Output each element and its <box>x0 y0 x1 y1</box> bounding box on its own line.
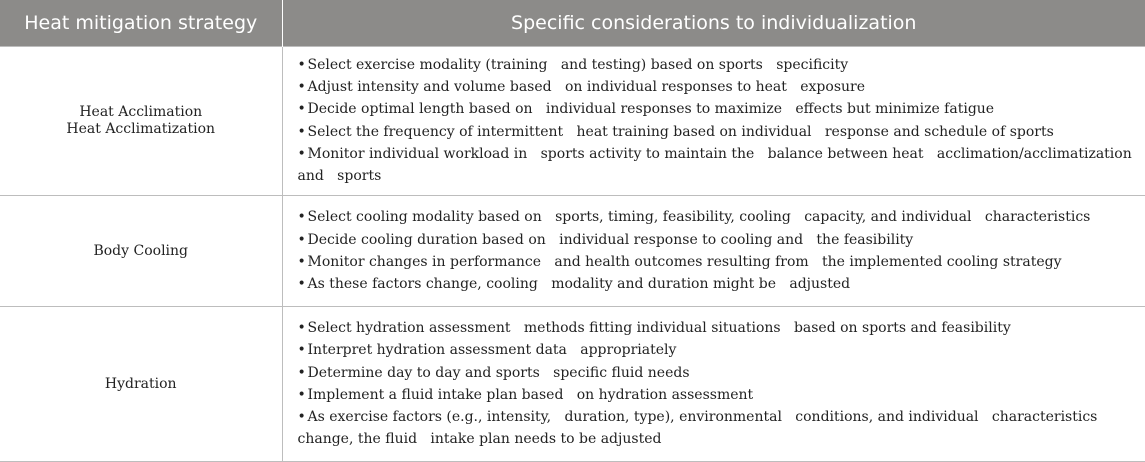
list-item <box>298 143 1140 187</box>
bullet-icon: • <box>297 145 306 162</box>
considerations-cell <box>282 307 1145 462</box>
strategy-label: Body Cooling <box>93 242 189 259</box>
bullet-icon: • <box>297 275 306 292</box>
consideration-text: As these factors change, cooling modality and duration might be adjusted <box>307 275 851 292</box>
table-row <box>0 196 1145 307</box>
bullet-icon: • <box>297 386 306 403</box>
consideration-text: Select the frequency of intermittent heat training based on individual response and schedule of sports <box>307 123 1054 140</box>
consideration-text: Select cooling modality based on sports, timing, feasibility, cooling capacity, and individual characteristics <box>307 209 1091 226</box>
consideration-text: Monitor individual workload in sports activity to maintain the balance between heat acclimation/acclimatization and sports <box>297 145 1137 185</box>
list-item <box>298 384 1140 406</box>
table-row <box>0 47 1145 196</box>
list-item <box>298 251 1140 273</box>
bullet-icon: • <box>297 408 306 425</box>
list-item <box>298 406 1140 450</box>
consideration-text: Adjust intensity and volume based on individual responses to heat exposure <box>307 79 865 96</box>
strategy-cell <box>0 196 282 307</box>
consideration-text: Decide optimal length based on individual responses to maximize effects but minimize fatigue <box>307 101 995 118</box>
list-item <box>298 362 1140 384</box>
list-item <box>298 317 1140 339</box>
consideration-text: Select hydration assessment methods fitting individual situations based on sports and feasibility <box>307 320 1011 337</box>
strategy-label: Heat Acclimatization <box>66 121 216 138</box>
header-considerations: Specific considerations to individualization <box>282 0 1145 47</box>
table-row <box>0 307 1145 462</box>
bullet-icon: • <box>297 101 306 118</box>
consideration-text: Determine day to day and sports specific fluid needs <box>307 364 690 381</box>
bullet-icon: • <box>297 57 306 73</box>
list-item <box>298 54 1140 76</box>
bullet-icon: • <box>297 320 306 337</box>
consideration-text: As exercise factors (e.g., intensity, duration, type), environmental conditions, and individual characteristics change, the fluid intake plan needs to be adjusted <box>297 408 1102 448</box>
considerations-cell <box>282 196 1145 307</box>
list-item <box>298 273 1140 295</box>
bullet-icon: • <box>297 231 306 248</box>
considerations-cell <box>282 47 1145 196</box>
consideration-text: Decide cooling duration based on individual response to cooling and the feasibility <box>307 231 914 248</box>
consideration-text: Implement a fluid intake plan based on hydration assessment <box>307 386 754 403</box>
list-item <box>298 98 1140 120</box>
bullet-icon: • <box>297 364 306 381</box>
list-item <box>298 339 1140 361</box>
bullet-icon: • <box>297 342 306 359</box>
list-item <box>298 76 1140 98</box>
header-strategy: Heat mitigation strategy <box>0 0 282 47</box>
bullet-icon: • <box>297 79 306 96</box>
bullet-icon: • <box>297 209 306 226</box>
bullet-icon: • <box>297 253 306 270</box>
table-header-row <box>0 0 1145 47</box>
list-item <box>298 121 1140 143</box>
consideration-text: Select exercise modality (training and testing) based on sports specificity <box>307 57 849 73</box>
strategy-label: Hydration <box>104 375 177 392</box>
consideration-text: Interpret hydration assessment data appropriately <box>307 342 677 359</box>
list-item <box>298 229 1140 251</box>
strategy-label: Heat Acclimation <box>79 104 203 121</box>
list-item <box>298 206 1140 228</box>
strategy-cell <box>0 307 282 462</box>
bullet-icon: • <box>297 123 306 140</box>
consideration-text: Monitor changes in performance and health outcomes resulting from the implemented cooling strategy <box>307 253 1062 270</box>
strategy-cell <box>0 47 282 196</box>
